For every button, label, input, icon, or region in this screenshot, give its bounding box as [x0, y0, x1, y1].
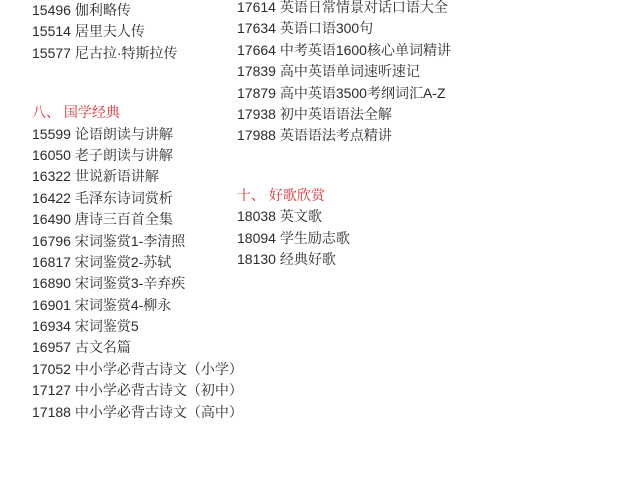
catalog-column-right — [237, 0, 451, 270]
item-id: 16901 — [32, 296, 71, 313]
item-title: 居里夫人传 — [74, 23, 145, 40]
catalog-item — [237, 206, 451, 227]
item-id: 16050 — [32, 146, 71, 163]
catalog-item — [237, 40, 451, 61]
item-id: 17634 — [237, 20, 276, 37]
item-title: 高中英语3500考纲词汇A-Z — [279, 84, 446, 101]
item-title: 论语朗读与讲解 — [74, 125, 173, 142]
item-title: 英语语法考点精讲 — [279, 127, 392, 144]
item-title: 中考英语1600核心单词精讲 — [279, 41, 451, 58]
item-id: 16934 — [32, 318, 71, 335]
section-heading: 八、 国学经典 — [32, 104, 120, 121]
item-id: 16322 — [32, 168, 71, 185]
catalog-item — [32, 337, 243, 358]
catalog-item — [32, 43, 243, 64]
item-id: 16796 — [32, 232, 71, 249]
item-title: 中小学必背古诗文（小学） — [74, 360, 243, 377]
item-id: 16817 — [32, 253, 71, 270]
item-id: 17664 — [237, 41, 276, 58]
catalog-item — [32, 359, 243, 380]
item-id: 16490 — [32, 211, 71, 228]
item-title: 英文歌 — [279, 208, 322, 225]
item-id: 17839 — [237, 63, 276, 80]
item-title: 毛泽东诗词赏析 — [74, 189, 173, 206]
item-id: 16957 — [32, 339, 71, 356]
catalog-item — [237, 228, 451, 249]
item-title: 古文名篇 — [74, 339, 131, 356]
catalog-item — [237, 18, 451, 39]
item-id: 17614 — [237, 0, 276, 15]
catalog-item — [32, 380, 243, 401]
item-id: 15577 — [32, 44, 71, 61]
item-title: 宋词鉴赏2-苏轼 — [74, 253, 172, 270]
item-title: 英语口语300句 — [279, 20, 374, 37]
catalog-item — [32, 166, 243, 187]
section-heading: 十、 好歌欣赏 — [237, 186, 325, 203]
catalog-item — [32, 145, 243, 166]
item-title: 世说新语讲解 — [74, 168, 159, 185]
catalog-column-left — [32, 0, 243, 423]
catalog-item — [237, 104, 451, 125]
catalog-item — [32, 188, 243, 209]
catalog-item — [237, 0, 451, 18]
item-id: 17052 — [32, 360, 71, 377]
item-title: 宋词鉴赏3-辛弃疾 — [74, 275, 186, 292]
catalog-item — [32, 316, 243, 337]
catalog-item — [32, 402, 243, 423]
item-title: 唐诗三百首全集 — [74, 211, 173, 228]
catalog-item — [32, 21, 243, 42]
item-title: 宋词鉴赏5 — [74, 318, 139, 335]
catalog-item — [237, 249, 451, 270]
item-title: 宋词鉴赏4-柳永 — [74, 296, 172, 313]
item-title: 宋词鉴赏1-李清照 — [74, 232, 186, 249]
item-title: 中小学必背古诗文（高中） — [74, 403, 243, 420]
item-id: 15514 — [32, 23, 71, 40]
catalog-item — [32, 231, 243, 252]
item-id: 17127 — [32, 382, 71, 399]
item-title: 尼古拉·特斯拉传 — [74, 44, 178, 61]
catalog-item — [237, 61, 451, 82]
item-title: 经典好歌 — [279, 250, 336, 267]
item-title: 中小学必背古诗文（初中） — [74, 382, 243, 399]
item-id: 17988 — [237, 127, 276, 144]
item-id: 16890 — [32, 275, 71, 292]
item-id: 17879 — [237, 84, 276, 101]
item-title: 高中英语单词速听速记 — [279, 63, 420, 80]
catalog-item — [32, 252, 243, 273]
item-title: 初中英语语法全解 — [279, 105, 392, 122]
item-title: 英语日常情景对话口语大全 — [279, 0, 448, 15]
item-id: 18038 — [237, 208, 276, 225]
catalog-item — [237, 125, 451, 146]
item-id: 17188 — [32, 403, 71, 420]
item-title: 学生励志歌 — [279, 229, 350, 246]
item-id: 16422 — [32, 189, 71, 206]
catalog-item — [32, 273, 243, 294]
item-id: 15599 — [32, 125, 71, 142]
catalog-item — [32, 209, 243, 230]
item-id: 15496 — [32, 2, 71, 18]
catalog-item — [237, 83, 451, 104]
item-id: 17938 — [237, 105, 276, 122]
item-title: 老子朗读与讲解 — [74, 146, 173, 163]
item-id: 18094 — [237, 229, 276, 246]
catalog-item — [32, 124, 243, 145]
catalog-item — [32, 0, 243, 21]
item-id: 18130 — [237, 250, 276, 267]
catalog-item — [32, 295, 243, 316]
item-title: 伽利略传 — [74, 2, 131, 18]
